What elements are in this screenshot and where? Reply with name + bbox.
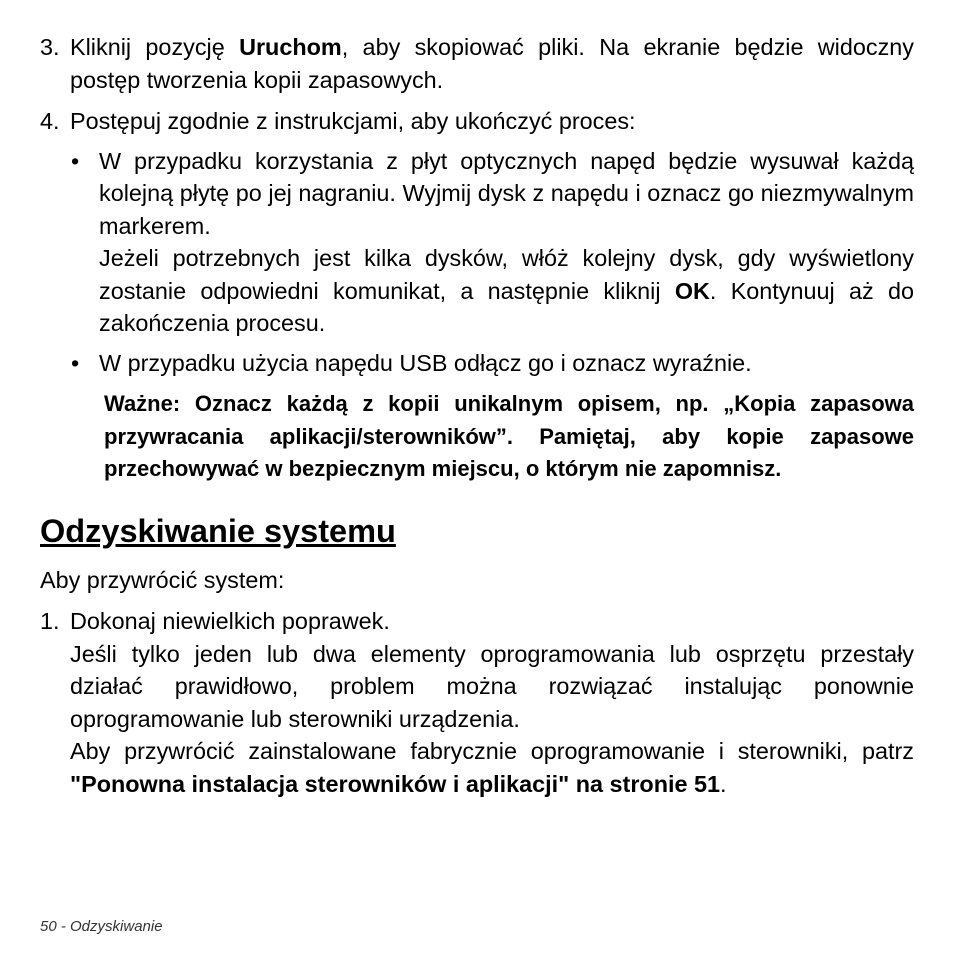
step-title: Dokonaj niewielkich poprawek.: [70, 608, 390, 634]
bold-term: OK: [674, 277, 710, 304]
step-number: 1.: [40, 608, 60, 634]
bullet-text: W przypadku korzystania z płyt optycznych napęd będzie wysuwał każdą kolejną płytę po jej nagraniu. Wyjmij dysk z napędu i oznacz go niezmywalnym markerem.: [99, 147, 914, 239]
step-text: Postępuj zgodnie z instrukcjami, aby ukończyć proces:: [70, 108, 636, 134]
text-run: Jeżeli potrzebnych jest kilka dysków, włóż kolejny dysk, gdy wyświetlony zostanie odpowiedni komunikat, a następnie kliknij: [99, 245, 914, 304]
step-1: [40, 605, 914, 800]
page-content: [40, 31, 914, 800]
text-run: , aby skopiować pliki. Na ekranie będzie widoczny postęp tworzenia kopii zapasowych.: [70, 34, 914, 93]
cross-reference-link[interactable]: "Ponowna instalacja sterowników i aplikacji" na stronie 51: [70, 770, 721, 797]
step-4: [40, 105, 914, 138]
text-run: Aby przywrócić zainstalowane fabrycznie oprogramowanie i sterowniki, patrz: [70, 738, 914, 764]
bold-term: Uruchom: [239, 34, 342, 60]
section-title: Odzyskiwanie systemu: [40, 512, 396, 549]
step-text: Jeśli tylko jeden lub dwa elementy oprogramowania lub osprzętu przestały działać prawidłowo, problem można rozwiązać instalując ponownie oprogramowanie lub sterowniki urządzenia.: [70, 640, 914, 732]
page-footer: 50 - Odzyskiwanie: [40, 918, 163, 935]
bullet-icon: •: [71, 147, 80, 174]
bullet-item: [40, 347, 914, 380]
step-number: 3.: [40, 34, 60, 60]
text-run: Kliknij pozycję: [70, 34, 240, 60]
step-text: [70, 735, 914, 800]
important-note: Ważne: Oznacz każdą z kopii unikalnym opisem, np. „Kopia zapasowa przywracania aplikacji/sterowników”. Pamiętaj, aby kopie zapasowe przechowywać w bezpiecznym miejscu, o którym nie zapomnisz.: [104, 391, 914, 481]
bullet-item: [40, 145, 914, 340]
text-run: . Kontynuuj aż do zakończenia procesu.: [99, 277, 914, 336]
step-3: [40, 31, 914, 96]
step-number: 4.: [40, 108, 60, 134]
bullet-text: W przypadku użycia napędu USB odłącz go i oznacz wyraźnie.: [99, 349, 752, 376]
text-run: .: [720, 770, 727, 797]
bullet-text: [99, 242, 914, 340]
bullet-icon: •: [71, 349, 80, 376]
intro-text: Aby przywrócić system:: [40, 566, 285, 593]
step-text: [70, 31, 914, 96]
